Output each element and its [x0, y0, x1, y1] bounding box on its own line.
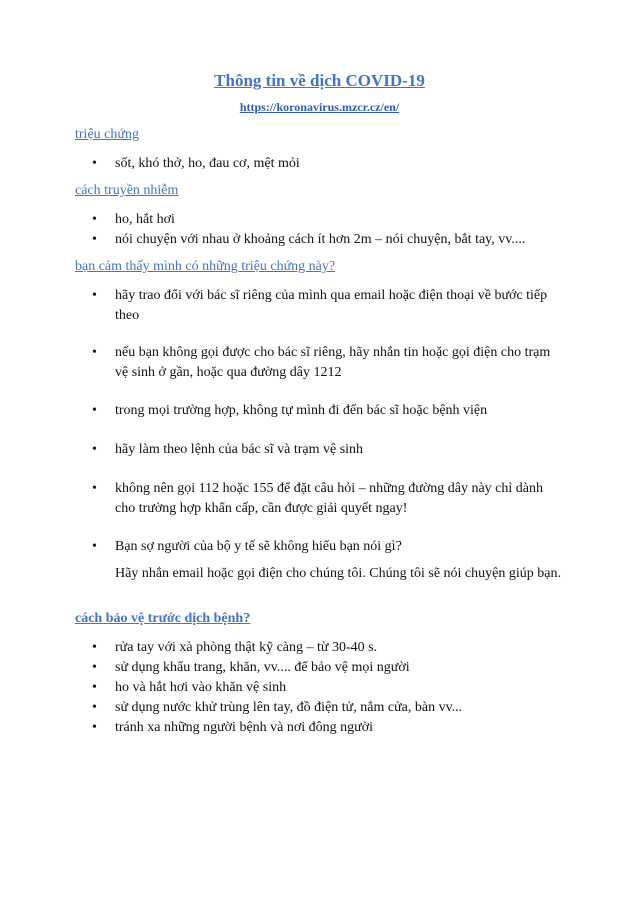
transmission-list [0, 210, 565, 250]
heading-transmission[interactable]: cách truyền nhiễm [75, 183, 179, 198]
list-item-text: sử dụng khẩu trang, khăn, vv.... để bảo vệ mọi người [115, 660, 410, 675]
bullet-icon: • [92, 660, 97, 675]
list-item [0, 440, 565, 460]
list-item [0, 154, 565, 174]
heading-have-symptoms[interactable]: bạn cảm thấy mình có những triệu chứng này? [75, 259, 336, 274]
bullet-icon: • [92, 640, 97, 655]
list-item-text: hãy trao đổi với bác sĩ riêng của mình qua email hoặc điện thoại về bước tiếp theo [115, 288, 548, 323]
bullet-icon: • [92, 345, 97, 360]
list-item [0, 230, 565, 250]
list-item [0, 210, 565, 230]
have-symptoms-list [0, 537, 565, 557]
source-link[interactable]: https://koronavirus.mzcr.cz/en/ [239, 100, 400, 114]
heading-protection[interactable]: cách bảo vệ trước dịch bệnh? [75, 611, 251, 626]
have-symptoms-list [0, 401, 565, 421]
list-item-text: Bạn sợ người của bộ y tế sẽ không hiểu bạn nói gì? [115, 539, 402, 554]
bullet-icon: • [92, 442, 97, 457]
list-item [0, 537, 565, 557]
help-note: Hãy nhắn email hoặc gọi điện cho chúng tôi. Chúng tôi sẽ nói chuyện giúp bạn. [115, 566, 561, 581]
list-item-text: ho và hắt hơi vào khăn vệ sinh [115, 680, 287, 695]
bullet-icon: • [92, 720, 97, 735]
have-symptoms-list [0, 440, 565, 460]
list-item [0, 286, 565, 326]
list-item-text: tránh xa những người bệnh và nơi đông người [115, 720, 374, 735]
bullet-icon: • [92, 156, 97, 171]
list-item [0, 698, 565, 718]
bullet-icon: • [92, 232, 97, 247]
list-item-text: hãy làm theo lệnh của bác sĩ và trạm vệ sinh [115, 442, 364, 457]
list-item-text: trong mọi trường hợp, không tự mình đi đến bác sĩ hoặc bệnh viện [115, 403, 488, 418]
bullet-icon: • [92, 288, 97, 303]
list-item [0, 658, 565, 678]
list-item-text: nói chuyện với nhau ở khoảng cách ít hơn 2m – nói chuyện, bắt tay, vv.... [115, 232, 526, 247]
list-item [0, 678, 565, 698]
have-symptoms-list [0, 479, 565, 519]
heading-symptoms[interactable]: triệu chứng [75, 127, 139, 142]
bullet-icon: • [92, 680, 97, 695]
list-item [0, 718, 565, 738]
bullet-icon: • [92, 403, 97, 418]
list-item [0, 343, 565, 383]
list-item-text: ho, hắt hơi [115, 212, 175, 227]
have-symptoms-list [0, 343, 565, 383]
protection-list [0, 638, 565, 738]
bullet-icon: • [92, 212, 97, 227]
list-item-text: sử dụng nước khử trùng lên tay, đồ điện tử, nắm cửa, bàn vv... [115, 700, 463, 715]
list-item-text: không nên gọi 112 hoặc 155 để đặt câu hỏi – những đường dây này chỉ dành cho trường hợp khẩn cấp, cần được giải quyết ngay! [115, 481, 543, 516]
list-item [0, 638, 565, 658]
have-symptoms-list [0, 286, 565, 326]
bullet-icon: • [92, 481, 97, 496]
list-item-text: rửa tay với xà phòng thật kỹ càng – từ 30-40 s. [115, 640, 378, 655]
document-title: Thông tin về dịch COVID-19 [214, 71, 425, 90]
list-item-text: nếu bạn không gọi được cho bác sĩ riêng, hãy nhắn tin hoặc gọi điện cho trạm vệ sinh ở gần, hoặc qua đường dây 1212 [115, 345, 551, 380]
list-item [0, 479, 565, 519]
symptoms-list [0, 154, 565, 174]
bullet-icon: • [92, 700, 97, 715]
bullet-icon: • [92, 539, 97, 554]
list-item [0, 401, 565, 421]
list-item-text: sốt, khó thở, ho, đau cơ, mệt mỏi [115, 156, 300, 171]
